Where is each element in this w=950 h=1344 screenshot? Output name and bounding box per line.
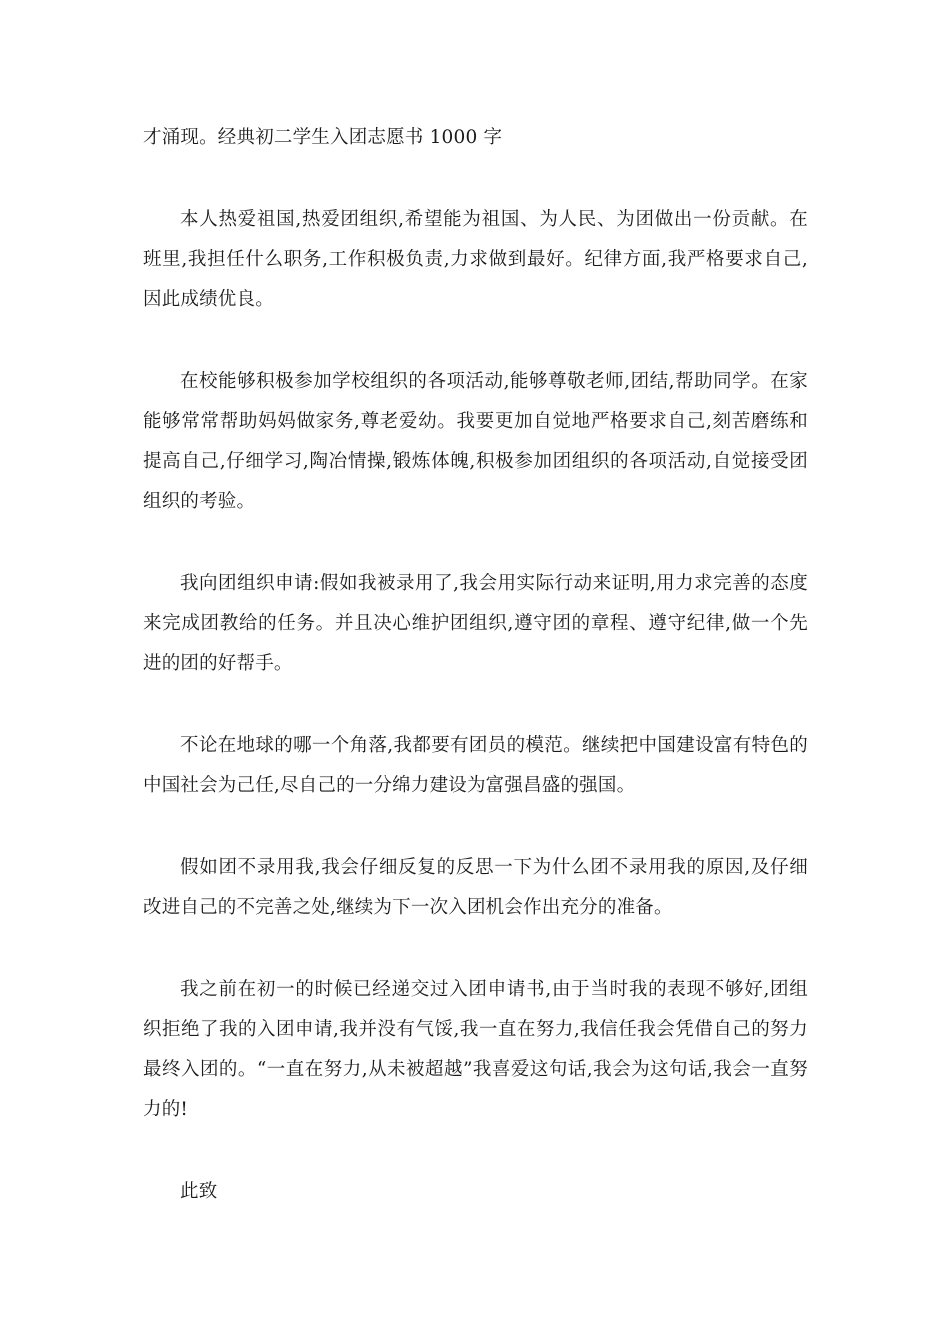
- closing-salutation: 此致: [180, 1181, 218, 1202]
- heading-line: 才涌现。经典初二学生入团志愿书 1000 字: [143, 127, 503, 148]
- paragraph-2: 在校能够积极参加学校组织的各项活动,能够尊敬老师,团结,帮助同学。在家能够常常帮助妈妈做家务,尊老爱幼。我要更加自觉地严格要求自己,刻苦磨练和提高自己,仔细学习,陶冶情操,锻炼体魄,积极参加团组织的各项活动,自觉接受团组织的考验。: [143, 371, 808, 512]
- paragraph-5: 假如团不录用我,我会仔细反复的反思一下为什么团不录用我的原因,及仔细改进自己的不完善之处,继续为下一次入团机会作出充分的准备。: [143, 857, 808, 918]
- paragraph-3: 我向团组织申请:假如我被录用了,我会用实际行动来证明,用力求完善的态度来完成团教给的任务。并且决心维护团组织,遵守团的章程、遵守纪律,做一个先进的团的好帮手。: [143, 573, 808, 674]
- document-body: [143, 118, 808, 1254]
- paragraph-1: 本人热爱祖国,热爱团组织,希望能为祖国、为人民、为团做出一份贡献。在班里,我担任什么职务,工作积极负责,力求做到最好。纪律方面,我严格要求自己,因此成绩优良。: [143, 209, 808, 310]
- paragraph-6: 我之前在初一的时候已经递交过入团申请书,由于当时我的表现不够好,团组织拒绝了我的入团申请,我并没有气馁,我一直在努力,我信任我会凭借自己的努力最终入团的。“一直在努力,从未被超越”我喜爱这句话,我会为这句话,我会一直努力的!: [143, 979, 808, 1120]
- paragraph-4: 不论在地球的哪一个角落,我都要有团员的模范。继续把中国建设富有特色的中国社会为己任,尽自己的一分绵力建设为富强昌盛的强国。: [143, 735, 808, 796]
